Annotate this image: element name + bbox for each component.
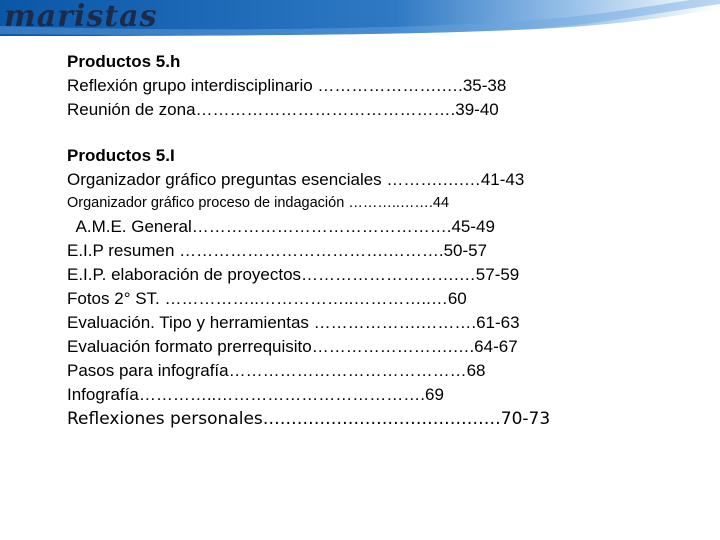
toc-entry: Infografía…………..……………………………….69 — [67, 385, 444, 404]
toc-entry: Pasos para infografía……………………………………68 — [67, 361, 486, 380]
header-banner — [0, 0, 720, 36]
maristas-logo — [0, 0, 160, 32]
toc-entry: Organizador gráfico proceso de indagación ………..…….44 — [67, 195, 450, 211]
section-title-5i: Productos 5.I — [67, 146, 175, 165]
toc-entry: A.M.E. General……………………………………….45-49 — [67, 217, 495, 236]
toc-entry: Reflexión grupo interdisciplinario ………………….….35-38 — [67, 76, 507, 95]
toc-entry: Reunión de zona……………………………………….39-40 — [67, 100, 499, 119]
svg-text:maristas: maristas — [4, 0, 158, 32]
toc-entry: Organizador gráfico preguntas esenciales ……….….…41-43 — [67, 170, 525, 189]
toc-entry: E.I.P. elaboración de proyectos……………………….…57-59 — [67, 265, 520, 284]
toc-entry: Fotos 2° ST. ……………..……………..…………..…60 — [67, 289, 467, 308]
toc-entry: Evaluación. Tipo y herramientas ……………….……….61-63 — [67, 313, 520, 332]
toc-entry: E.I.P resumen ……………………………….……….50-57 — [67, 241, 488, 260]
toc-entry: Reflexiones personales……………………………………70-73 — [67, 409, 551, 429]
toc-entry: Evaluación formato prerrequisito…………………….….64-67 — [67, 337, 518, 356]
section-title-5h: Productos 5.h — [67, 52, 181, 71]
